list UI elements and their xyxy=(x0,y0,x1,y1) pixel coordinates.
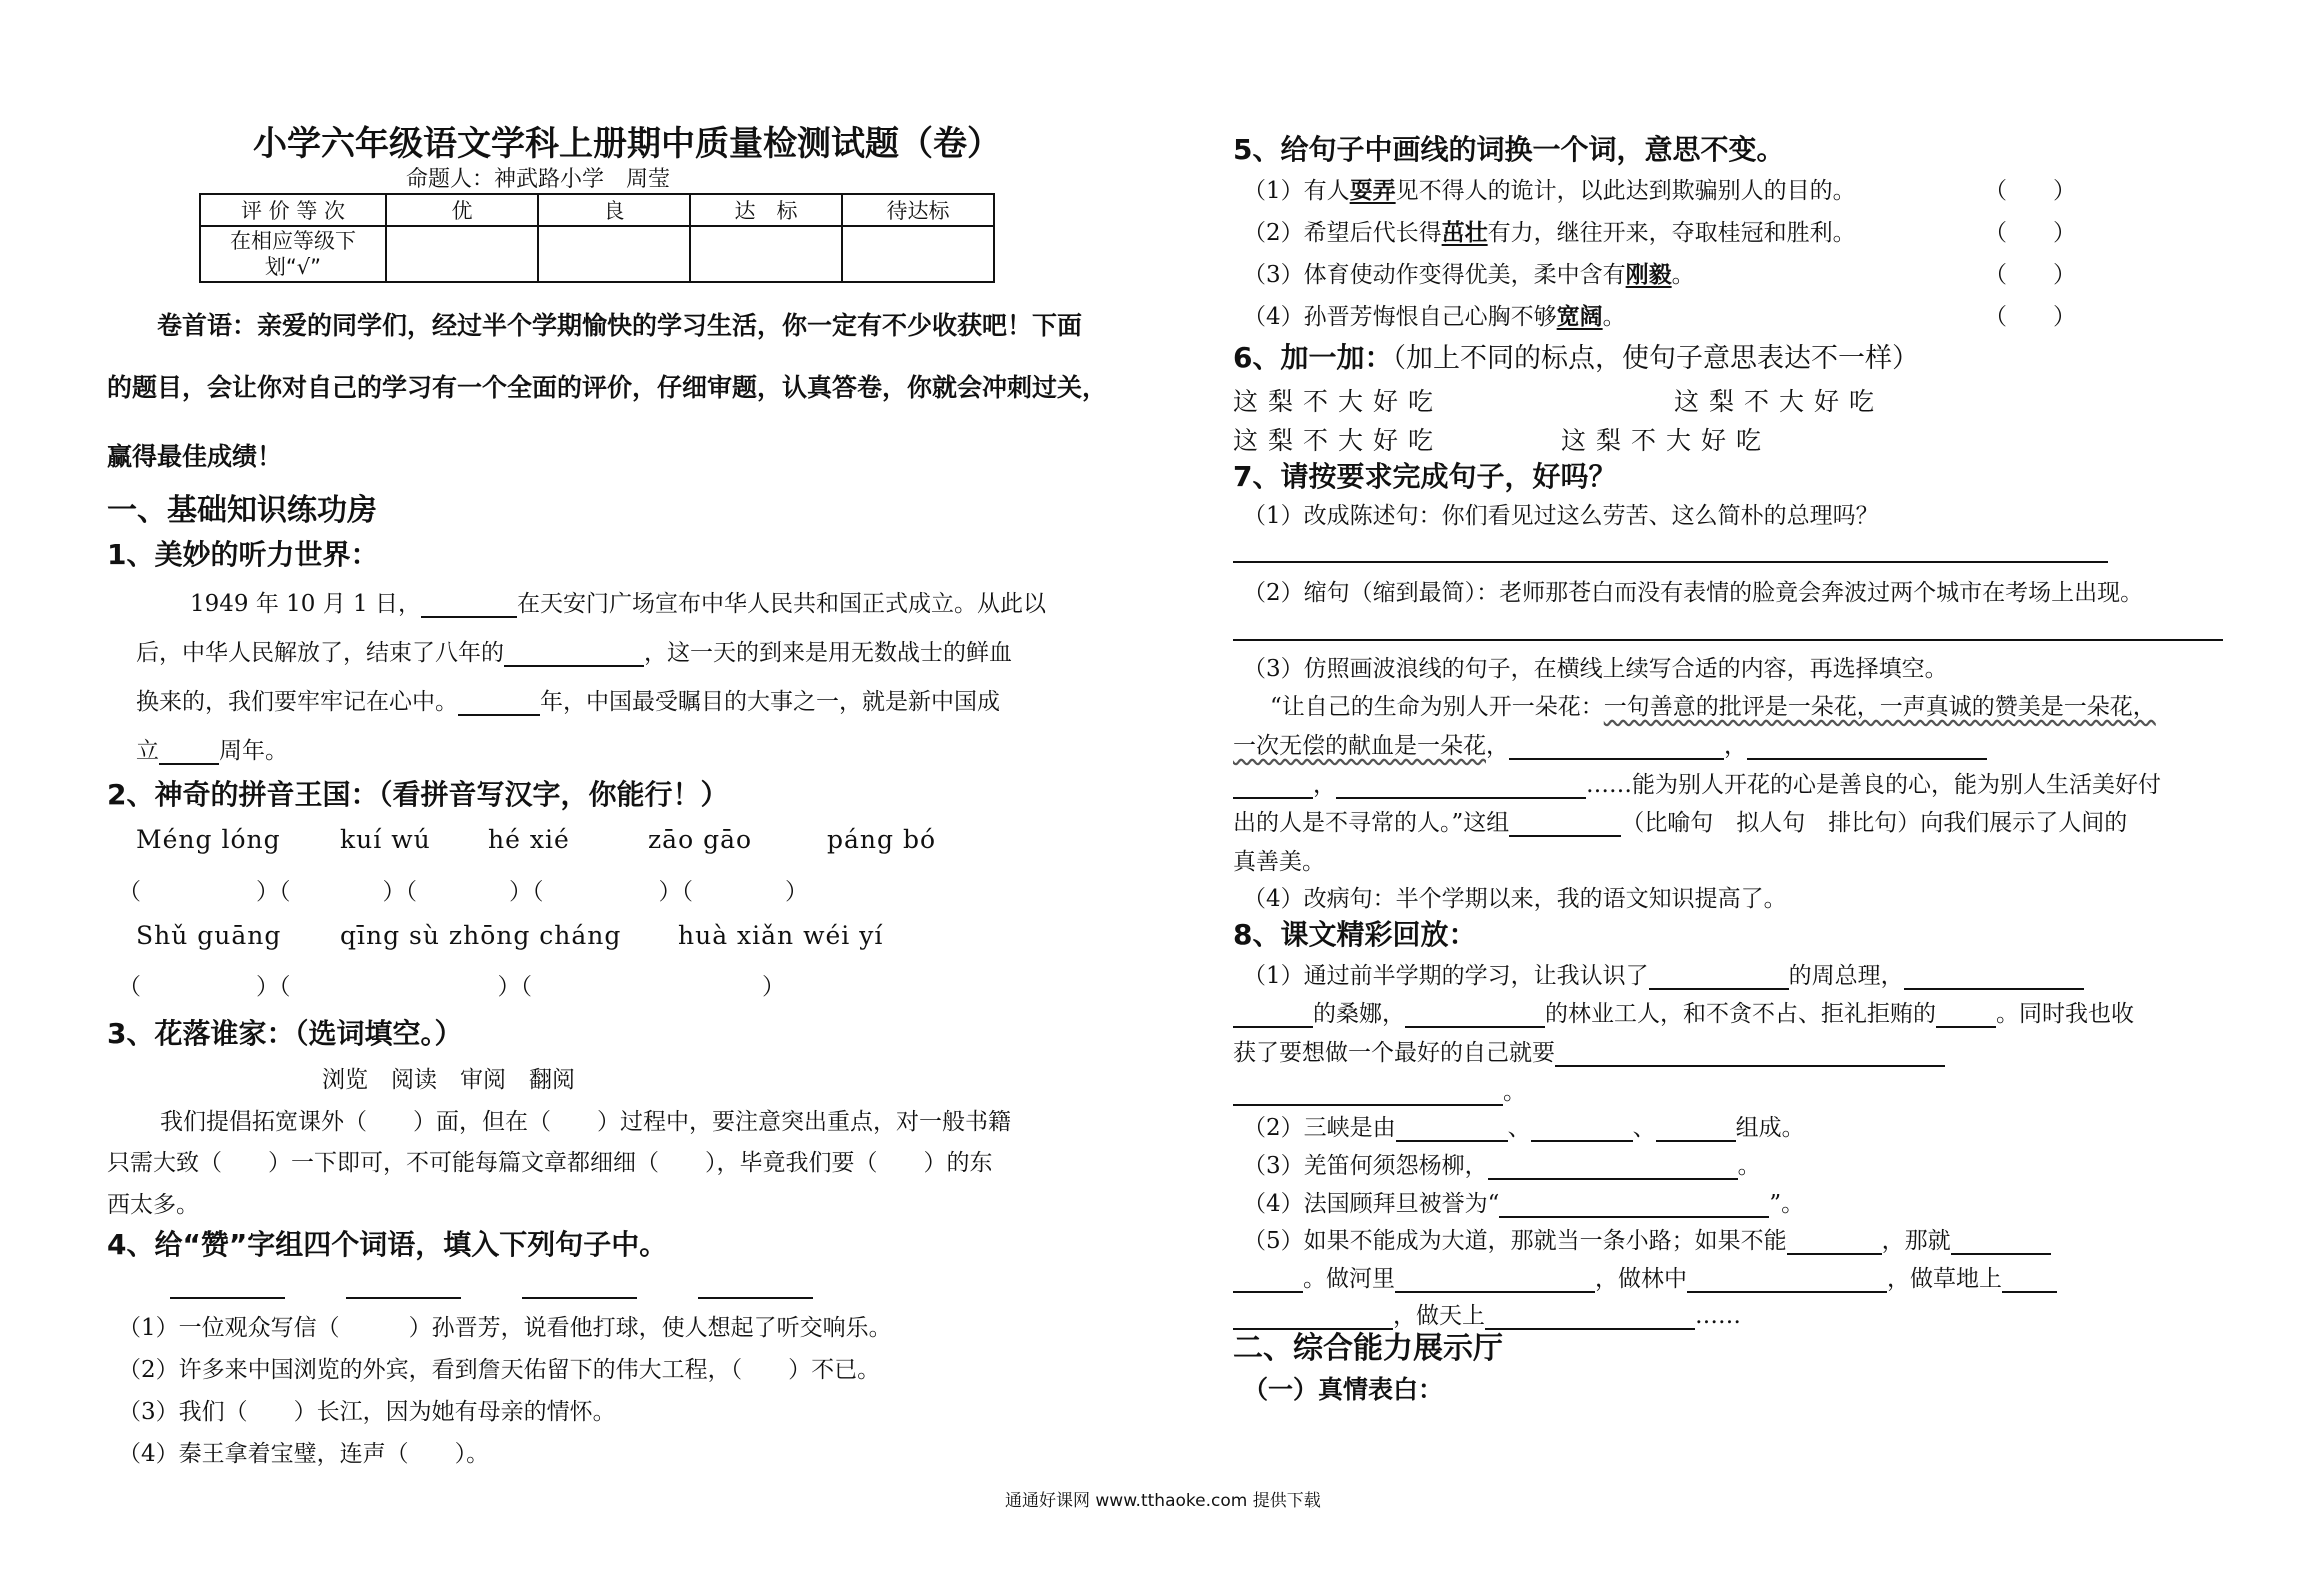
q5-item-3: （3）体育使动作变得优美，柔中含有刚毅。 xyxy=(1243,261,1695,288)
q6-phrase-4[interactable]: 这梨不大好吃 xyxy=(1561,426,1772,455)
pinyin-8: huà xiǎn wéi yí xyxy=(678,921,884,950)
intro-line-2: 的题目，会让你对自己的学习有一个全面的评价，仔细审题，认真答卷，你就会冲刺过关， xyxy=(107,373,1108,402)
q1-blank-2[interactable] xyxy=(504,642,644,667)
q8-blank-11[interactable] xyxy=(1488,1155,1738,1180)
q8-blank-17[interactable] xyxy=(1687,1268,1887,1293)
q8-blank-9[interactable] xyxy=(1531,1117,1633,1142)
q3-word-bank: 浏览 阅读 审阅 翻阅 xyxy=(322,1067,575,1093)
q8-blank-7[interactable] xyxy=(1233,1081,1503,1106)
q3-line-3: 西太多。 xyxy=(107,1192,199,1218)
q1-blank-3[interactable] xyxy=(458,691,540,716)
q1-title: 1、美妙的听力世界： xyxy=(107,538,379,571)
q6-phrase-3[interactable]: 这梨不大好吃 xyxy=(1233,426,1444,455)
grade-table xyxy=(199,193,995,283)
pinyin-2: kuí wú xyxy=(340,825,431,854)
intro-line-1: 卷首语：亲爱的同学们，经过半个学期愉快的学习生活，你一定有不少收获吧！下面 xyxy=(157,311,1083,340)
q1-line-3: 换来的，我们要牢牢记在心中。 年，中国最受瞩目的大事之一，就是新中国成 xyxy=(136,689,1000,715)
q8-item-5-line-2: 。做河里 ，做林中 ，做草地上 xyxy=(1233,1260,2057,1293)
section2-subtitle: （一）真情表白： xyxy=(1243,1375,1444,1404)
q5-answer-2[interactable]: （ ） xyxy=(1984,220,2076,246)
q8-item-1-line-3: 获了要想做一个最好的自己就要 xyxy=(1233,1034,1945,1067)
grade-col-fail: 待达标 xyxy=(842,194,994,226)
q8-blank-13[interactable] xyxy=(1787,1230,1882,1255)
q7-blank-4[interactable] xyxy=(1336,774,1586,799)
q2-title: 2、神奇的拼音王国：（看拼音写汉字，你能行！） xyxy=(107,778,729,811)
q7-blank-3[interactable] xyxy=(1233,774,1313,799)
q7-item-3-line-4: 出的人是不寻常的人。”这组 （比喻句 拟人句 排比句）向我们展示了人间的 xyxy=(1233,810,2128,836)
q4-blank-1[interactable] xyxy=(170,1297,285,1299)
pinyin-1: Méng lóng xyxy=(136,825,281,854)
q8-blank-4[interactable] xyxy=(1405,1003,1545,1028)
pinyin-answer-row-2[interactable]: （ ）（ ）（ ） xyxy=(118,974,785,1000)
grade-cell-pass[interactable] xyxy=(690,226,842,282)
section1-title: 一、基础知识练功房 xyxy=(107,493,377,528)
q3-line-1: 我们提倡拓宽课外（ ）面，但在（ ）过程中，要注意突出重点，对一般书籍 xyxy=(160,1109,1011,1135)
q7-blank-5[interactable] xyxy=(1509,812,1621,837)
q8-item-5: （5）如果不能成为大道，那就当一条小路；如果不能 ，那就 xyxy=(1243,1222,2051,1255)
grade-header-label: 评 价 等 次 xyxy=(200,194,386,226)
q7-wavy-line-2: 一次无偿的献血是一朵花 xyxy=(1233,733,1486,759)
q8-blank-12[interactable] xyxy=(1499,1193,1769,1218)
grade-cell-fail[interactable] xyxy=(842,226,994,282)
q5-item-2: （2）希望后代长得茁壮有力，继往开来，夺取桂冠和胜利。 xyxy=(1243,219,1856,246)
q8-blank-14[interactable] xyxy=(1951,1230,2051,1255)
q8-title: 8、课文精彩回放： xyxy=(1233,918,1477,951)
q4-blank-2[interactable] xyxy=(346,1297,461,1299)
q7-item-3-example-cont: 一次无偿的献血是一朵花， ， xyxy=(1233,727,1987,760)
q1-line-1: 1949 年 10 月 1 日， 在天安门广场宣布中华人民共和国正式成立。从此以 xyxy=(190,591,1046,617)
intro-line-3: 赢得最佳成绩！ xyxy=(107,442,283,471)
page-title: 小学六年级语文学科上册期中质量检测试题（卷） xyxy=(253,124,1001,164)
q8-blank-5[interactable] xyxy=(1936,1003,1996,1028)
q4-blank-4[interactable] xyxy=(698,1297,813,1299)
author-line: 命题人：神武路小学 周莹 xyxy=(406,167,671,192)
q8-item-5-line-3: ，做天上 …… xyxy=(1233,1297,1741,1330)
q7-item-4: （4）改病句：半个学期以来，我的语文知识提高了。 xyxy=(1243,886,1787,912)
q8-item-1-line-4: 。 xyxy=(1233,1073,1526,1106)
q7-item-3-line-3: ， ……能为别人开花的心是善良的心，能为别人生活美好付 xyxy=(1233,766,2161,799)
grade-col-good: 良 xyxy=(538,194,690,226)
q7-item-3-example: “让自己的生命为别人开一朵花：一句善意的批评是一朵花，一声真诚的赞美是一朵花， xyxy=(1270,694,2156,720)
q5-answer-3[interactable]: （ ） xyxy=(1984,262,2076,288)
q1-line-2: 后，中华人民解放了，结束了八年的 ，这一天的到来是用无数战士的鲜血 xyxy=(136,640,1012,666)
q4-item-4: （4）秦王拿着宝璧，连声（ ）。 xyxy=(118,1441,490,1467)
q7-item-3-line-5: 真善美。 xyxy=(1233,849,1325,875)
q6-heading xyxy=(1233,336,1919,376)
q1-line-4: 立 周年。 xyxy=(136,738,288,764)
grade-row-label: 在相应等级下划“√” xyxy=(200,226,386,282)
q8-blank-16[interactable] xyxy=(1395,1268,1595,1293)
q1-blank-4[interactable] xyxy=(159,740,219,765)
q5-title: 5、给句子中画线的词换一个词，意思不变。 xyxy=(1233,133,1785,166)
q8-item-4: （4）法国顾拜旦被誉为“ ”。 xyxy=(1243,1191,1805,1217)
q7-answer-line-2[interactable] xyxy=(1233,639,2223,641)
q8-item-1: （1）通过前半学期的学习，让我认识了 的周总理， xyxy=(1243,957,2084,990)
section2-title: 二、综合能力展示厅 xyxy=(1233,1331,1503,1366)
pinyin-5: páng bó xyxy=(827,825,937,854)
q7-item-3: （3）仿照画波浪线的句子，在横线上续写合适的内容，再选择填空。 xyxy=(1243,656,1948,682)
q8-blank-1[interactable] xyxy=(1649,965,1789,990)
q8-blank-18[interactable] xyxy=(2002,1268,2057,1293)
pinyin-answer-row-1[interactable]: （ ）（ ）（ ）（ ）（ ） xyxy=(118,879,808,905)
q7-item-2: （2）缩句（缩到最简）：老师那苍白而没有表情的脸竟会奔波过两个城市在考场上出现。 xyxy=(1243,580,2144,606)
q5-underlined-word-3: 刚毅 xyxy=(1625,261,1672,288)
q5-answer-1[interactable]: （ ） xyxy=(1984,178,2076,204)
q8-blank-2[interactable] xyxy=(1904,965,2084,990)
q6-phrase-1[interactable]: 这梨不大好吃 xyxy=(1233,387,1444,416)
grade-cell-excellent[interactable] xyxy=(386,226,538,282)
q8-blank-15[interactable] xyxy=(1233,1268,1303,1293)
q7-wavy-line-1: 一句善意的批评是一朵花，一声真诚的赞美是一朵花， xyxy=(1603,694,2156,720)
q4-title: 4、给“赞”字组四个词语，填入下列句子中。 xyxy=(107,1228,668,1261)
q4-item-1: （1）一位观众写信（ ）孙晋芳，说看他打球，使人想起了听交响乐。 xyxy=(118,1315,892,1341)
q1-blank-1[interactable] xyxy=(421,593,517,618)
footer-credit: 通通好课网 www.tthaoke.com 提供下载 xyxy=(1005,1491,1321,1511)
q6-title: 6、加一加： xyxy=(1233,341,1393,374)
q5-underlined-word-1: 耍弄 xyxy=(1349,177,1396,204)
q3-title: 3、花落谁家：（选词填空。） xyxy=(107,1017,463,1050)
q6-note: （加上不同的标点，使句子意思表达不一样） xyxy=(1392,343,1919,374)
grade-cell-good[interactable] xyxy=(538,226,690,282)
q8-blank-6[interactable] xyxy=(1555,1042,1945,1067)
q4-item-3: （3）我们（ ）长江，因为她有母亲的情怀。 xyxy=(118,1399,616,1425)
q5-item-4: （4）孙晋芳悔恨自己心胸不够宽阔。 xyxy=(1243,303,1626,330)
q8-item-3: （3）羌笛何须怨杨柳， 。 xyxy=(1243,1153,1761,1179)
q7-blank-2[interactable] xyxy=(1747,735,1987,760)
grade-col-excellent: 优 xyxy=(386,194,538,226)
q5-answer-4[interactable]: （ ） xyxy=(1984,304,2076,330)
q5-item-1: （1）有人耍弄见不得人的诡计，以此达到欺骗别人的目的。 xyxy=(1243,177,1856,204)
q6-phrase-2[interactable]: 这梨不大好吃 xyxy=(1674,387,1885,416)
grade-col-pass: 达 标 xyxy=(690,194,842,226)
q7-blank-1[interactable] xyxy=(1509,735,1724,760)
q8-blank-20[interactable] xyxy=(1485,1305,1695,1330)
pinyin-6: Shǔ guāng xyxy=(136,921,282,950)
q5-underlined-word-4: 宽阔 xyxy=(1556,303,1603,330)
pinyin-7: qīng sù zhōng cháng xyxy=(340,921,622,950)
q4-item-2: （2）许多来中国浏览的外宾，看到詹天佑留下的伟大工程，（ ）不已。 xyxy=(118,1357,881,1383)
q7-item-1: （1）改成陈述句：你们看见过这么劳苦、这么简朴的总理吗？ xyxy=(1243,503,1879,529)
q8-blank-10[interactable] xyxy=(1656,1117,1736,1142)
q8-blank-3[interactable] xyxy=(1233,1003,1313,1028)
q8-item-2: （2）三峡是由 、 、 组成。 xyxy=(1243,1115,1805,1141)
q8-item-1-line-2: 的桑娜， 的林业工人，和不贪不占、拒礼拒贿的 。同时我也收 xyxy=(1233,995,2134,1028)
q7-title: 7、请按要求完成句子，好吗？ xyxy=(1233,460,1617,493)
q4-blank-3[interactable] xyxy=(522,1297,637,1299)
q7-answer-line-1[interactable] xyxy=(1233,561,2108,563)
pinyin-3: hé xié xyxy=(488,825,570,854)
q8-blank-8[interactable] xyxy=(1396,1117,1508,1142)
q3-line-2: 只需大致（ ）一下即可，不可能每篇文章都细细（ ），毕竟我们要（ ）的东 xyxy=(107,1150,993,1176)
q5-underlined-word-2: 茁壮 xyxy=(1441,219,1488,246)
pinyin-4: zāo gāo xyxy=(648,825,753,854)
